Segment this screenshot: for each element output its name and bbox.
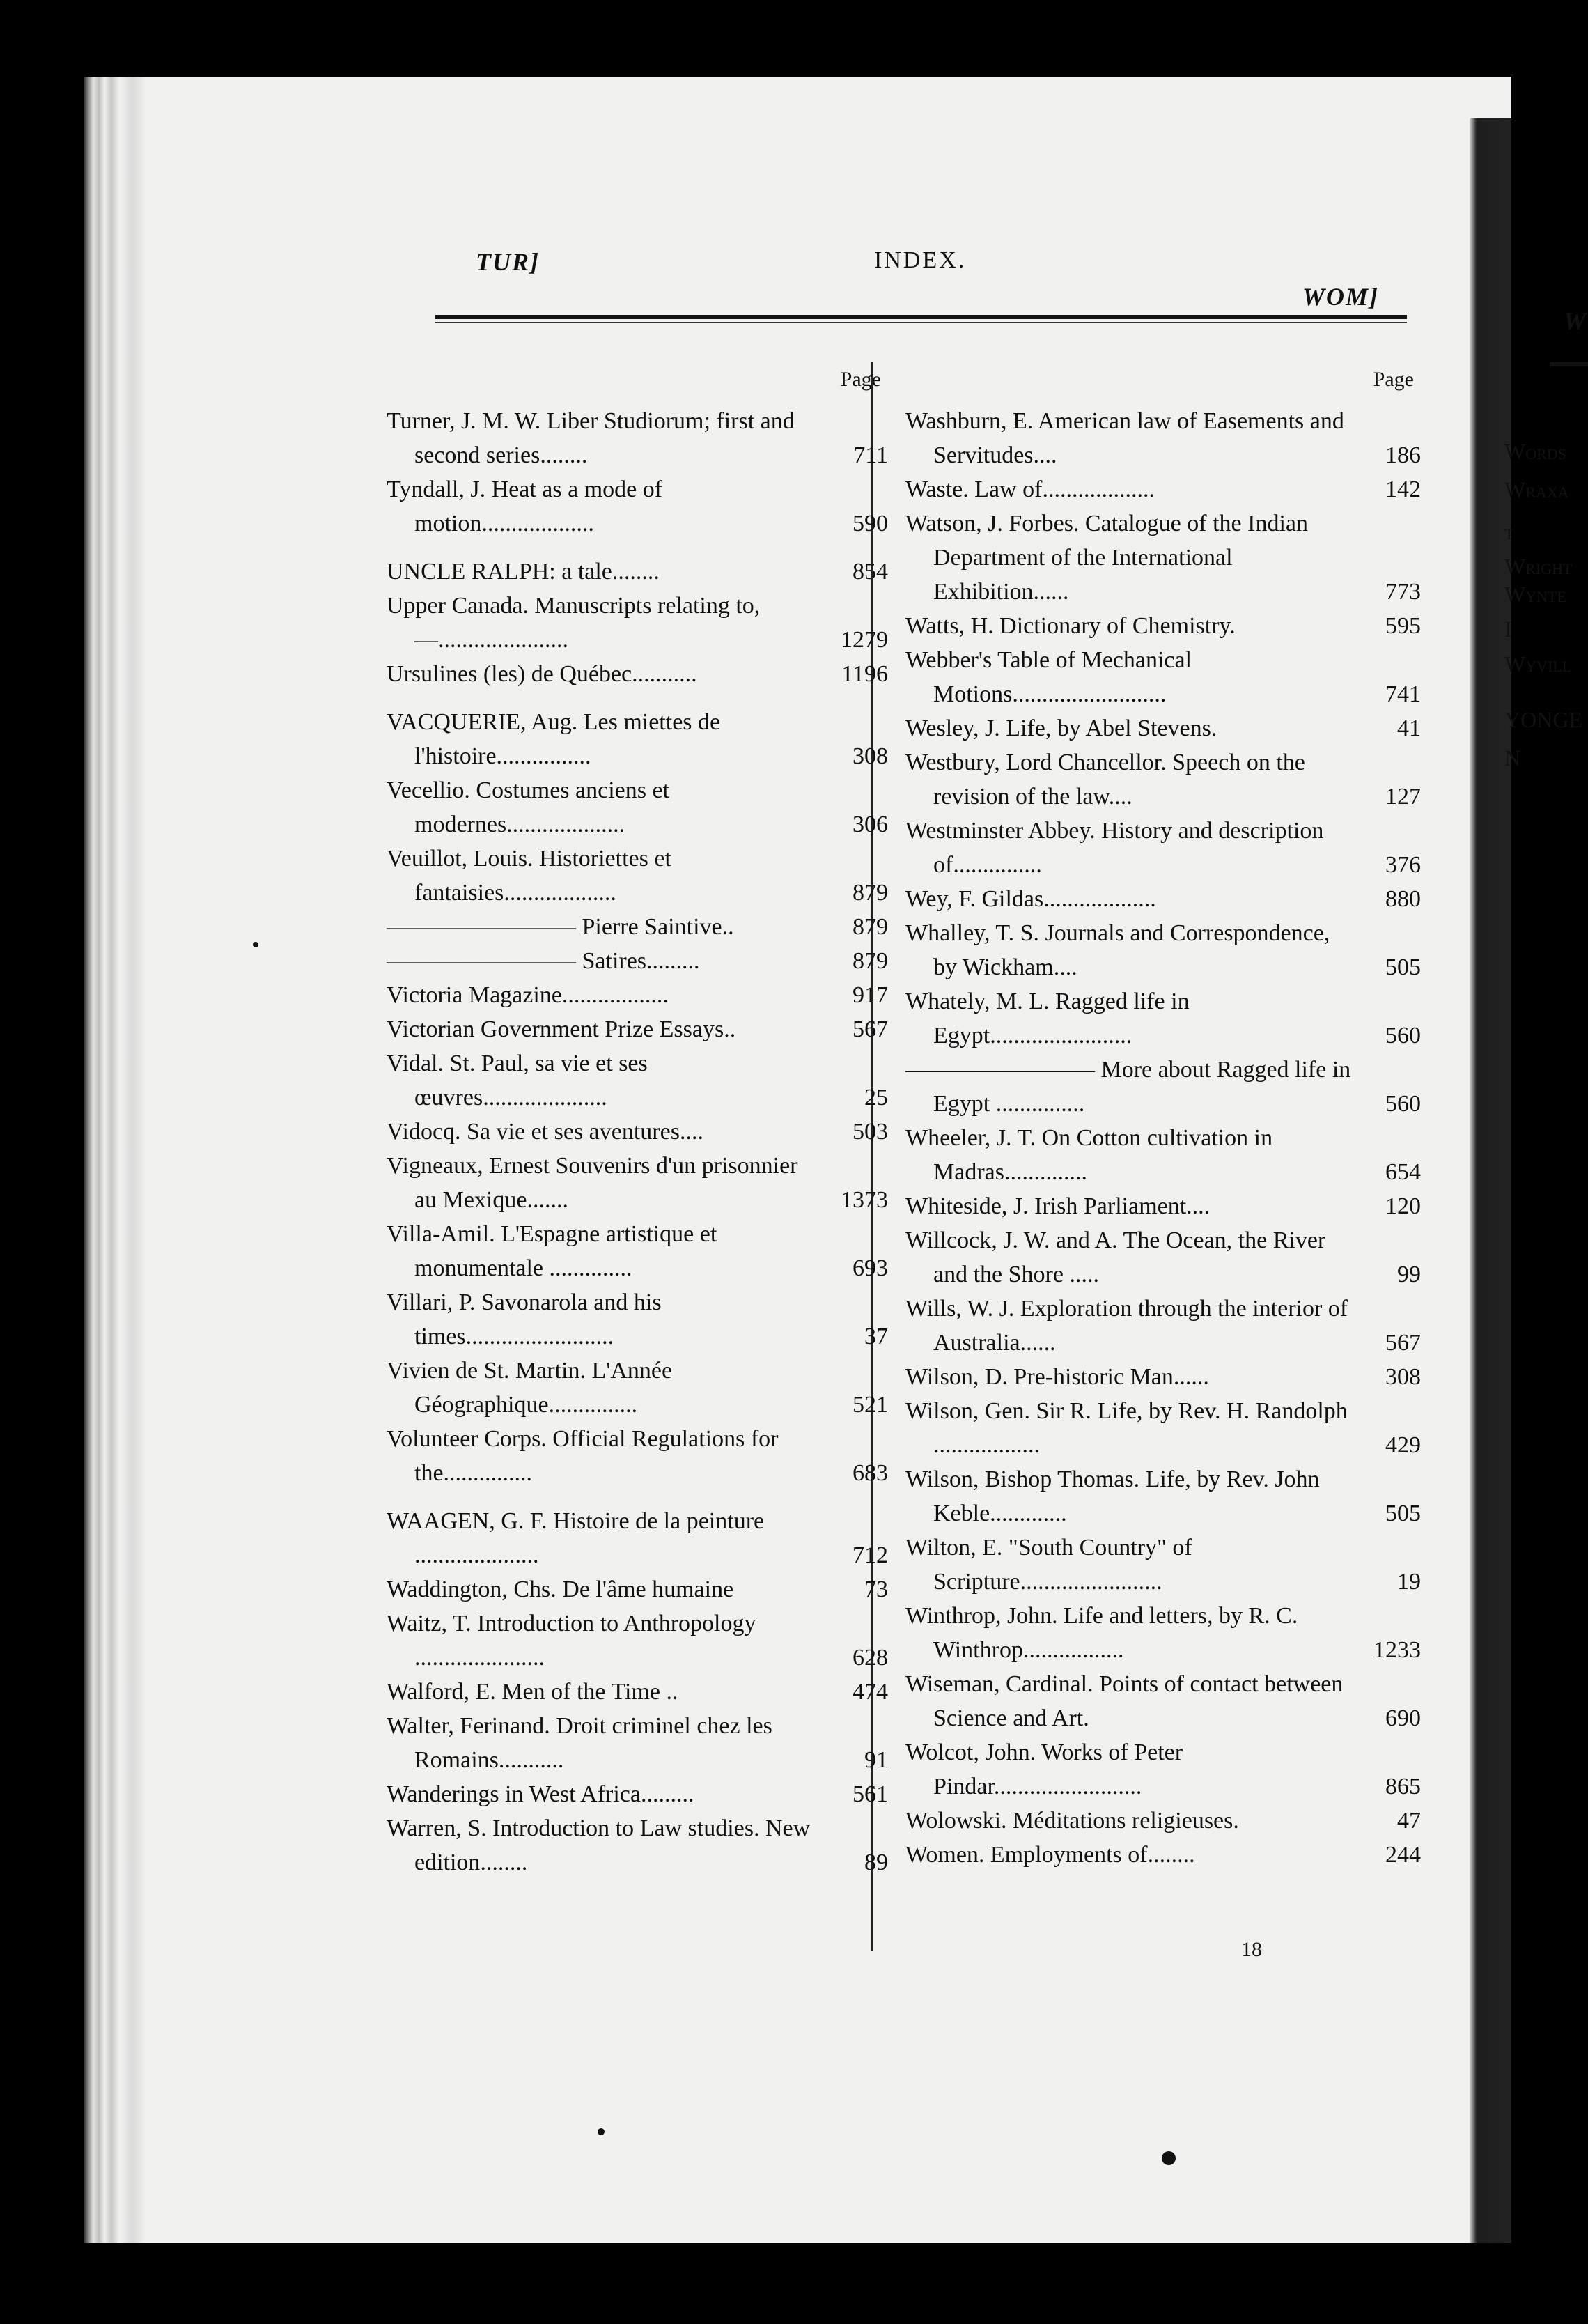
entry-text: ———————— Satires......... [387,948,700,974]
entry-page-number: 595 [1385,613,1421,639]
next-page-fragment: Words [1504,439,1566,464]
index-entry [387,1777,888,1811]
entry-page-number: 474 [853,1679,888,1705]
entry-page-number: 628 [853,1645,888,1671]
index-entry [905,506,1421,609]
page-gutter [1470,118,1511,2243]
next-page-fragment: I [1504,617,1512,642]
entry-text: Wilson, Bishop Thomas. Life, by Rev. John Keble............. [905,1466,1320,1526]
entry-text: Walter, Ferinand. Droit criminel chez les Romains........... [387,1713,772,1773]
index-entry [387,944,888,978]
entry-page-number: 73 [864,1577,888,1602]
entry-page-number: 879 [853,880,888,906]
entry-text: ———————— Pierre Saintive.. [387,914,734,940]
index-entry [905,1462,1421,1531]
entry-text: Ursulines (les) de Québec........... [387,661,697,687]
index-entry [905,1223,1421,1292]
entry-text: Whiteside, J. Irish Parliament.... [905,1193,1211,1219]
entry-page-number: 127 [1385,784,1421,809]
entry-page-number: 683 [853,1460,888,1486]
index-entry [387,1115,888,1149]
next-page-head: W [1564,307,1588,335]
entry-text: Waste. Law of................... [905,477,1155,502]
right-column [905,362,1421,1872]
entry-page-number: 1233 [1373,1637,1421,1663]
index-entry [905,1531,1421,1599]
entry-text: Wills, W. J. Exploration through the interior of Australia...... [905,1296,1348,1356]
index-entry [387,1285,888,1354]
entry-text: Victorian Government Prize Essays.. [387,1016,736,1042]
entry-text: Westbury, Lord Chancellor. Speech on the revision of the law.... [905,750,1305,809]
entry-text: Volunteer Corps. Official Regulations for the............... [387,1426,779,1486]
entry-text: Warren, S. Introduction to Law studies. New edition........ [387,1815,811,1875]
entry-text: Villa-Amil. L'Espagne artistique et monumentale .............. [387,1221,717,1281]
entry-text: Villari, P. Savonarola and his times......................... [387,1289,662,1349]
entry-page-number: 505 [1385,1501,1421,1526]
next-page-rule [1550,362,1588,366]
entry-page-number: 186 [1385,442,1421,468]
index-entry [387,1046,888,1115]
index-entry [905,984,1421,1053]
index-entry [905,1667,1421,1735]
index-entry [387,1149,888,1217]
next-page-fragment: t [1504,519,1514,544]
speck [598,2128,605,2135]
index-entry [905,745,1421,814]
index-entry [905,711,1421,745]
entry-text: Wanderings in West Africa......... [387,1781,694,1807]
entry-page-number: 773 [1385,579,1421,605]
entry-page-number: 712 [853,1542,888,1568]
entry-page-number: 89 [864,1850,888,1875]
index-entry [905,1394,1421,1462]
page-column-label: Page [1373,368,1414,391]
next-page-fragment: Wyvill [1504,651,1572,676]
index-entry [387,1606,888,1675]
next-page-fragment: Wright [1504,554,1573,579]
entry-page-number: 560 [1385,1023,1421,1048]
entry-page-number: 567 [853,1016,888,1042]
index-entry [387,1422,888,1490]
entry-page-number: 91 [864,1747,888,1773]
entry-text: Watson, J. Forbes. Catalogue of the Indian Department of the International Exhibition...... [905,511,1308,605]
index-entry [905,609,1421,643]
entry-text: Tyndall, J. Heat as a mode of motion................... [387,477,663,536]
entry-text: WAAGEN, G. F. Histoire de la peinture ..................... [387,1508,765,1568]
entry-page-number: 567 [1385,1330,1421,1356]
entry-text: Westminster Abbey. History and description of............... [905,818,1324,878]
entry-text: UNCLE RALPH: a tale........ [387,559,660,584]
index-entry [905,1053,1421,1121]
entry-page-number: 308 [1385,1364,1421,1390]
index-entry [387,1504,888,1572]
entry-page-number: 376 [1385,852,1421,878]
entry-text: Wilton, E. "South Country" of Scripture........................ [905,1535,1192,1595]
header-rule [435,315,1407,319]
entry-text: Wheeler, J. T. On Cotton cultivation in Madras.............. [905,1125,1273,1185]
entry-text: Turner, J. M. W. Liber Studiorum; first and second series........ [387,408,795,468]
index-entry [387,472,888,541]
entry-text: Waitz, T. Introduction to Anthropology ...................... [387,1611,756,1671]
index-entry [387,1811,888,1880]
entry-page-number: 865 [1385,1774,1421,1799]
entry-page-number: 560 [1385,1091,1421,1117]
index-entry [905,1360,1421,1394]
entry-page-number: 917 [853,982,888,1008]
running-head-right: WOM] [1302,283,1380,311]
entry-page-number: 879 [853,914,888,940]
entry-page-number: 854 [853,559,888,584]
entry-page-number: 41 [1397,715,1421,741]
index-entry [387,404,888,472]
index-entry [905,404,1421,472]
index-entry [387,657,888,691]
entry-text: Wilson, D. Pre-historic Man...... [905,1364,1209,1390]
index-entry [387,1217,888,1285]
entry-page-number: 521 [853,1392,888,1418]
entry-text: Women. Employments of........ [905,1842,1195,1868]
entry-text: Willcock, J. W. and A. The Ocean, the River and the Shore ..... [905,1227,1326,1287]
index-entry [905,916,1421,984]
entry-page-number: 561 [853,1781,888,1807]
entry-text: Wey, F. Gildas................... [905,886,1156,912]
entry-page-number: 505 [1385,954,1421,980]
entry-text: Wilson, Gen. Sir R. Life, by Rev. H. Randolph .................. [905,1398,1348,1458]
index-entry [905,1599,1421,1667]
entry-page-number: 1196 [841,661,888,687]
entry-text: Walford, E. Men of the Time .. [387,1679,678,1705]
entry-text: Wesley, J. Life, by Abel Stevens. [905,715,1217,741]
entry-page-number: 99 [1397,1262,1421,1287]
index-entry [905,1838,1421,1872]
entry-page-number: 142 [1385,477,1421,502]
entry-text: Whalley, T. S. Journals and Correspondence, by Wickham.... [905,920,1330,980]
entry-text: Wolcot, John. Works of Peter Pindar......................... [905,1740,1183,1799]
next-page-fragment: N [1504,745,1521,770]
entry-page-number: 25 [864,1085,888,1110]
entry-page-number: 690 [1385,1705,1421,1731]
entry-text: Wiseman, Cardinal. Points of contact between Science and Art. [905,1671,1344,1731]
entry-text: ———————— More about Ragged life in Egypt ............... [905,1057,1351,1117]
entry-text: Vidocq. Sa vie et ses aventures.... [387,1119,703,1145]
entry-page-number: 880 [1385,886,1421,912]
entry-page-number: 590 [853,511,888,536]
entry-text: Victoria Magazine.................. [387,982,669,1008]
entry-text: Upper Canada. Manuscripts relating to,—...................... [387,593,761,653]
index-entry [905,1189,1421,1223]
running-head-left: TUR] [476,248,540,276]
entry-page-number: 879 [853,948,888,974]
index-entry [905,1292,1421,1360]
entry-text: Watts, H. Dictionary of Chemistry. [905,613,1236,639]
index-entry [905,882,1421,916]
entry-page-number: 306 [853,812,888,837]
entry-text: Winthrop, John. Life and letters, by R. C. Winthrop................. [905,1603,1298,1663]
entry-page-number: 429 [1385,1432,1421,1458]
index-entry [387,1675,888,1709]
index-entry [387,1012,888,1046]
signature-mark: 18 [1241,1938,1262,1961]
entry-text: Wolowski. Méditations religieuses. [905,1808,1239,1834]
entry-text: Waddington, Chs. De l'âme humaine [387,1577,734,1602]
entry-page-number: 37 [864,1324,888,1349]
left-column [387,362,888,1880]
left-entry-list [387,404,888,1880]
page-column-label: Page [840,368,881,391]
index-entry [387,555,888,589]
entry-page-number: 654 [1385,1159,1421,1185]
index-entry [387,910,888,944]
index-entry [387,589,888,657]
entry-page-number: 503 [853,1119,888,1145]
entry-page-number: 1279 [841,627,888,653]
entry-text: Veuillot, Louis. Historiettes et fantaisies................... [387,846,671,906]
entry-text: Whately, M. L. Ragged life in Egypt........................ [905,989,1190,1048]
running-head-title: INDEX. [874,247,967,273]
index-entry [905,1735,1421,1804]
entry-page-number: 308 [853,743,888,769]
next-page-fragment: Wraxa [1504,477,1569,502]
index-entry [905,643,1421,711]
next-page-fragment: Wynte [1504,582,1566,607]
index-entry [905,814,1421,882]
index-entry [387,705,888,773]
index-entry [387,773,888,842]
index-entry [387,1354,888,1422]
entry-text: VACQUERIE, Aug. Les miettes de l'histoire................ [387,709,721,769]
entry-page-number: 711 [853,442,888,468]
entry-text: Vidal. St. Paul, sa vie et ses œuvres..................... [387,1051,648,1110]
entry-page-number: 120 [1385,1193,1421,1219]
index-entry [905,1804,1421,1838]
index-entry [387,1709,888,1777]
entry-text: Webber's Table of Mechanical Motions.......................... [905,647,1192,707]
entry-page-number: 19 [1397,1569,1421,1595]
index-entry [387,842,888,910]
speck [253,942,258,947]
entry-text: Vivien de St. Martin. L'Année Géographique............... [387,1358,673,1418]
entry-page-number: 693 [853,1255,888,1281]
index-entry [387,1572,888,1606]
entry-text: Vigneaux, Ernest Souvenirs d'un prisonnier au Mexique....... [387,1153,798,1213]
entry-page-number: 1373 [841,1187,888,1213]
speck [1162,2151,1176,2165]
right-entry-list [905,404,1421,1872]
entry-page-number: 741 [1385,681,1421,707]
header-rule-thin [435,322,1407,323]
next-page-fragment: YONGE [1504,707,1582,732]
index-entry [905,1121,1421,1189]
index-entry [387,978,888,1012]
index-entry [905,472,1421,506]
entry-page-number: 47 [1397,1808,1421,1834]
entry-page-number: 244 [1385,1842,1421,1868]
entry-text: Washburn, E. American law of Easements and Servitudes.... [905,408,1344,468]
entry-text: Vecellio. Costumes anciens et modernes.................... [387,777,670,837]
